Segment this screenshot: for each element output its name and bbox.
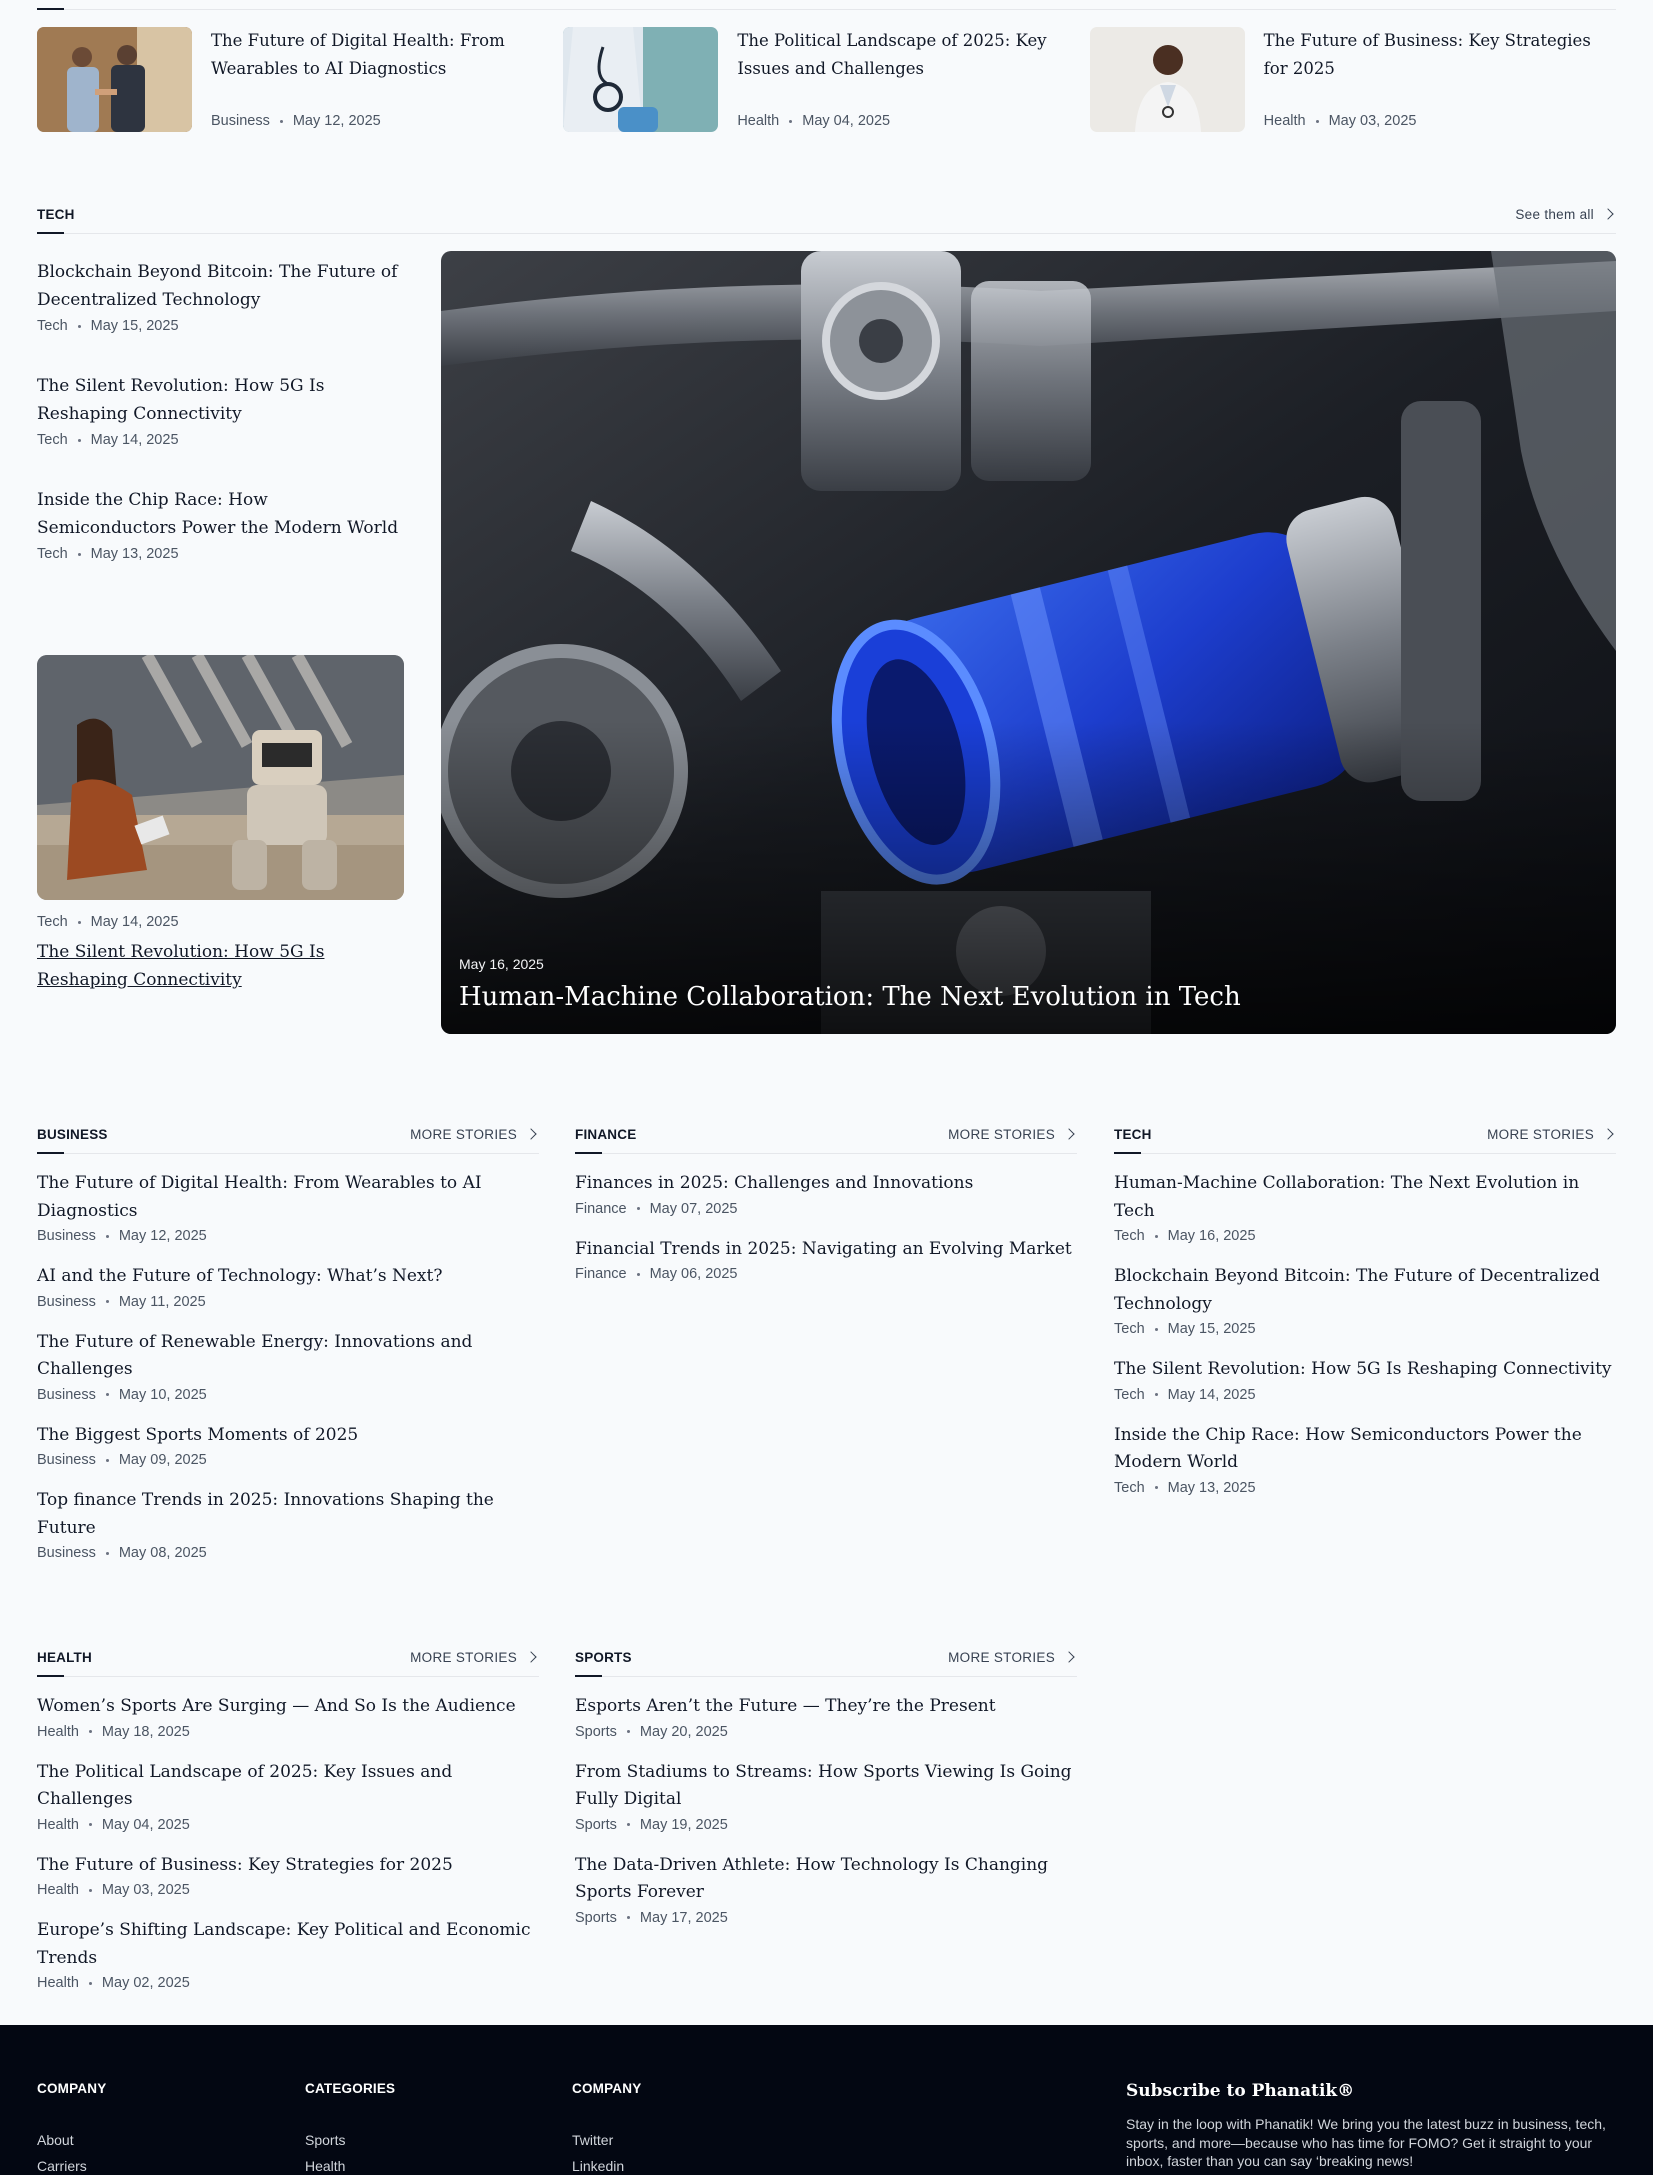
- article-meta: [37, 914, 404, 930]
- list-item[interactable]: [37, 1917, 539, 1991]
- health-list: [37, 1693, 539, 2010]
- top-card-meta: [737, 113, 1089, 129]
- article-title[interactable]: Human-Machine Collaboration: The Next Evolution in Tech: [1114, 1173, 1580, 1221]
- footer-link-twitter[interactable]: Twitter: [572, 2132, 614, 2148]
- footer-social-column: [572, 2081, 641, 2174]
- article-meta: [37, 546, 407, 562]
- article-meta: [1114, 1387, 1616, 1403]
- date-label: May 14, 2025: [90, 432, 179, 448]
- article-meta: [37, 1882, 539, 1898]
- top-card-2[interactable]: [563, 27, 1089, 132]
- see-all-label: See them all: [1515, 206, 1594, 222]
- top-cards-row: [37, 27, 1616, 132]
- list-item[interactable]: [1114, 1263, 1616, 1337]
- date-label: May 12, 2025: [292, 113, 381, 129]
- hero-title[interactable]: Human-Machine Collaboration: The Next Evolution in Tech: [459, 982, 1241, 1012]
- article-meta: [575, 1724, 1077, 1740]
- list-item[interactable]: [37, 1422, 539, 1469]
- date-label: May 11, 2025: [118, 1293, 206, 1310]
- tech-column-list: [1114, 1170, 1616, 1515]
- category-label[interactable]: Tech: [37, 914, 68, 930]
- footer-heading: COMPANY: [572, 2081, 642, 2096]
- article-title[interactable]: Top finance Trends in 2025: Innovations Shaping the Future: [37, 1490, 494, 1538]
- sports-section-header: [575, 1647, 1077, 1667]
- footer-link-health[interactable]: Health: [305, 2158, 346, 2174]
- article-title[interactable]: The Biggest Sports Moments of 2025: [37, 1424, 359, 1445]
- more-stories-link[interactable]: [410, 1650, 539, 1665]
- list-item[interactable]: [37, 486, 407, 562]
- subscribe-text: Stay in the loop with Phanatik! We bring you the latest buzz in business, tech, sports, and more—because who has time for FOMO? Get it straight to your inbox, faster than you can say ‘breaking news!: [1126, 2116, 1606, 2169]
- footer-link-about[interactable]: About: [37, 2132, 74, 2148]
- list-item[interactable]: [1114, 1170, 1616, 1244]
- list-item[interactable]: [37, 1693, 539, 1740]
- article-title[interactable]: The Future of Renewable Energy: Innovations and Challenges: [37, 1331, 473, 1379]
- article-meta: [1114, 1321, 1616, 1337]
- article-meta: [37, 1452, 539, 1468]
- article-meta: [575, 1266, 1077, 1282]
- category-label[interactable]: Health: [37, 1723, 79, 1740]
- category-label[interactable]: Business: [37, 1452, 96, 1468]
- category-label[interactable]: Business: [211, 113, 270, 129]
- health-section-header: [37, 1647, 539, 1667]
- subscribe-heading: Subscribe to Phanatik®: [1126, 2081, 1355, 2101]
- article-meta: [1114, 1480, 1616, 1496]
- site-footer: [0, 2025, 1653, 2175]
- section-divider: [37, 233, 1616, 234]
- category-label[interactable]: Finance: [575, 1200, 627, 1217]
- top-card-meta: [1264, 113, 1616, 129]
- section-label: SPORTS: [575, 1649, 632, 1665]
- smiling-doctor-thumbnail[interactable]: [1090, 27, 1245, 132]
- top-card-title[interactable]: The Future of Digital Health: From Wearables to AI Diagnostics: [211, 31, 505, 78]
- date-label: May 14, 2025: [90, 914, 179, 930]
- top-card-3[interactable]: [1090, 27, 1616, 132]
- doctor-stethoscope-thumbnail[interactable]: [563, 27, 718, 132]
- article-title[interactable]: From Stadiums to Streams: How Sports Viewing Is Going Fully Digital: [575, 1761, 1072, 1809]
- date-label: May 10, 2025: [118, 1386, 207, 1403]
- article-title[interactable]: AI and the Future of Technology: What’s Next?: [37, 1266, 443, 1286]
- article-title[interactable]: The Silent Revolution: How 5G Is Reshaping Connectivity: [1114, 1359, 1612, 1379]
- footer-heading: COMPANY: [37, 2081, 107, 2096]
- category-label[interactable]: Health: [37, 1816, 79, 1833]
- category-label[interactable]: Sports: [575, 1816, 617, 1833]
- more-stories-link[interactable]: [948, 1127, 1077, 1142]
- more-stories-label: MORE STORIES: [410, 1126, 517, 1142]
- tech-small-card[interactable]: [37, 655, 404, 994]
- sports-list: [575, 1693, 1077, 1945]
- category-label[interactable]: Finance: [575, 1266, 627, 1282]
- section-label: HEALTH: [37, 1649, 92, 1665]
- section-divider: [37, 1153, 539, 1154]
- article-title[interactable]: Europe’s Shifting Landscape: Key Political and Economic Trends: [37, 1920, 531, 1968]
- date-label: May 09, 2025: [118, 1452, 207, 1468]
- category-label[interactable]: Business: [37, 1545, 96, 1561]
- section-label: FINANCE: [575, 1126, 637, 1142]
- category-label[interactable]: Tech: [1114, 1228, 1145, 1244]
- article-title[interactable]: The Silent Revolution: How 5G Is Reshaping Connectivity: [37, 942, 325, 990]
- section-divider: [1114, 1153, 1616, 1154]
- date-label: May 20, 2025: [639, 1723, 728, 1740]
- category-label[interactable]: Business: [37, 1386, 96, 1403]
- category-label[interactable]: Health: [737, 113, 780, 129]
- date-label: May 04, 2025: [802, 113, 891, 129]
- article-title[interactable]: Women’s Sports Are Surging — And So Is the Audience: [37, 1696, 516, 1716]
- more-stories-label: MORE STORIES: [948, 1126, 1055, 1142]
- category-label[interactable]: Tech: [37, 318, 68, 334]
- list-item[interactable]: [37, 1170, 539, 1244]
- article-meta: [1114, 1228, 1616, 1244]
- list-item[interactable]: [37, 372, 407, 448]
- date-label: May 15, 2025: [1167, 1321, 1256, 1337]
- article-meta: [37, 1724, 539, 1740]
- category-label[interactable]: Tech: [37, 432, 68, 448]
- hero-feature-card[interactable]: [441, 251, 1616, 1034]
- date-label: May 18, 2025: [101, 1723, 190, 1740]
- list-item[interactable]: [575, 1693, 1077, 1740]
- footer-link-carriers[interactable]: Carriers: [37, 2158, 87, 2174]
- article-title[interactable]: Inside the Chip Race: How Semiconductors Power the Modern World: [37, 490, 399, 538]
- tech-article-list: [37, 258, 407, 600]
- more-stories-label: MORE STORIES: [948, 1649, 1055, 1665]
- category-label[interactable]: Tech: [1114, 1321, 1145, 1337]
- article-title[interactable]: Blockchain Beyond Bitcoin: The Future of Decentralized Technology: [37, 262, 398, 310]
- more-stories-label: MORE STORIES: [1487, 1126, 1594, 1142]
- category-label[interactable]: Tech: [1114, 1386, 1145, 1403]
- finance-list: [575, 1170, 1077, 1301]
- section-divider: [575, 1676, 1077, 1677]
- article-meta: [37, 432, 407, 448]
- article-meta: [37, 318, 407, 334]
- top-card-1[interactable]: [37, 27, 563, 132]
- article-title[interactable]: The Data-Driven Athlete: How Technology Is Changing Sports Forever: [575, 1854, 1049, 1902]
- list-item[interactable]: [575, 1170, 1077, 1217]
- category-label[interactable]: Health: [1263, 113, 1306, 129]
- article-meta: [575, 1910, 1077, 1926]
- more-stories-link[interactable]: [410, 1127, 539, 1142]
- date-label: May 15, 2025: [90, 318, 179, 334]
- footer-company-column: [37, 2081, 106, 2174]
- article-title[interactable]: Inside the Chip Race: How Semiconductors Power the Modern World: [1114, 1424, 1582, 1472]
- subscribe-block: [1126, 2081, 1616, 2171]
- article-meta: [37, 1817, 539, 1833]
- section-label: TECH: [37, 206, 75, 222]
- date-label: May 06, 2025: [649, 1266, 738, 1282]
- article-title[interactable]: The Political Landscape of 2025: Key Issues and Challenges: [37, 1761, 453, 1809]
- section-label: TECH: [1114, 1126, 1152, 1142]
- article-meta: [37, 1545, 539, 1561]
- date-label: May 13, 2025: [90, 546, 179, 562]
- date-label: May 03, 2025: [1328, 113, 1417, 129]
- list-item[interactable]: [37, 1852, 539, 1899]
- robot-woman-image[interactable]: [37, 655, 404, 900]
- article-title[interactable]: Finances in 2025: Challenges and Innovations: [575, 1173, 974, 1193]
- date-label: May 03, 2025: [101, 1882, 190, 1898]
- chevron-right-icon: [1063, 1128, 1074, 1139]
- category-label[interactable]: Tech: [37, 546, 68, 562]
- handshake-thumbnail[interactable]: [37, 27, 192, 132]
- business-section-header: [37, 1124, 539, 1144]
- business-list: [37, 1170, 539, 1580]
- more-stories-link[interactable]: [948, 1650, 1077, 1665]
- article-meta: [575, 1201, 1077, 1217]
- chevron-right-icon: [1602, 208, 1613, 219]
- article-title[interactable]: The Future of Digital Health: From Wearables to AI Diagnostics: [37, 1173, 482, 1221]
- tech-section-header: [37, 204, 1616, 224]
- article-title[interactable]: Blockchain Beyond Bitcoin: The Future of Decentralized Technology: [1114, 1266, 1600, 1314]
- article-meta: [37, 1387, 539, 1403]
- article-title[interactable]: Esports Aren’t the Future — They’re the Present: [575, 1696, 996, 1716]
- engine-hero-image: [441, 251, 1616, 1034]
- chevron-right-icon: [525, 1651, 536, 1662]
- article-title[interactable]: The Future of Business: Key Strategies for 2025: [37, 1854, 453, 1875]
- section-label: BUSINESS: [37, 1126, 108, 1142]
- list-item[interactable]: [575, 1759, 1077, 1833]
- article-meta: [37, 1975, 539, 1991]
- footer-categories-column: [305, 2081, 395, 2174]
- top-divider: [37, 9, 1616, 10]
- more-stories-label: MORE STORIES: [410, 1649, 517, 1665]
- list-item[interactable]: [37, 1329, 539, 1403]
- tech-column-header: [1114, 1124, 1616, 1144]
- chevron-right-icon: [1063, 1651, 1074, 1662]
- list-item[interactable]: [1114, 1356, 1616, 1403]
- category-label[interactable]: Business: [37, 1228, 96, 1244]
- article-meta: [575, 1817, 1077, 1833]
- section-divider: [575, 1153, 1077, 1154]
- category-label[interactable]: Health: [37, 1882, 79, 1898]
- footer-link-sports[interactable]: Sports: [305, 2132, 346, 2148]
- date-label: May 07, 2025: [649, 1200, 738, 1217]
- article-title[interactable]: Financial Trends in 2025: Navigating an Evolving Market: [575, 1238, 1072, 1259]
- more-stories-link[interactable]: [1487, 1127, 1616, 1142]
- date-label: May 16, 2025: [1167, 1228, 1256, 1244]
- list-item[interactable]: [37, 258, 407, 334]
- category-label[interactable]: Sports: [575, 1723, 617, 1740]
- list-item[interactable]: [37, 1759, 539, 1833]
- date-label: May 12, 2025: [118, 1228, 207, 1244]
- see-all-link[interactable]: [1515, 207, 1616, 222]
- section-divider: [37, 1676, 539, 1677]
- article-title[interactable]: The Silent Revolution: How 5G Is Reshaping Connectivity: [37, 376, 325, 424]
- category-label[interactable]: Sports: [575, 1909, 617, 1926]
- top-card-meta: [211, 113, 563, 129]
- date-label: May 08, 2025: [118, 1545, 207, 1561]
- article-meta: [37, 1228, 539, 1244]
- finance-section-header: [575, 1124, 1077, 1144]
- top-card-title[interactable]: The Political Landscape of 2025: Key Issues and Challenges: [737, 31, 1047, 78]
- hero-date: May 16, 2025: [459, 956, 544, 972]
- date-label: May 02, 2025: [101, 1975, 190, 1991]
- top-card-title[interactable]: The Future of Business: Key Strategies for 2025: [1263, 31, 1591, 78]
- chevron-right-icon: [525, 1128, 536, 1139]
- list-item[interactable]: [575, 1236, 1077, 1283]
- date-label: May 14, 2025: [1167, 1386, 1256, 1403]
- date-label: May 04, 2025: [101, 1816, 190, 1833]
- date-label: May 13, 2025: [1167, 1479, 1256, 1496]
- category-label[interactable]: Business: [37, 1293, 96, 1310]
- list-item[interactable]: [575, 1852, 1077, 1926]
- list-item[interactable]: [37, 1263, 539, 1310]
- category-label[interactable]: Tech: [1114, 1479, 1145, 1496]
- chevron-right-icon: [1602, 1128, 1613, 1139]
- list-item[interactable]: [1114, 1422, 1616, 1496]
- footer-link-linkedin[interactable]: Linkedin: [572, 2158, 625, 2174]
- footer-heading: CATEGORIES: [305, 2081, 396, 2096]
- category-label[interactable]: Health: [37, 1975, 79, 1991]
- date-label: May 19, 2025: [639, 1816, 728, 1833]
- article-meta: [37, 1294, 539, 1310]
- list-item[interactable]: [37, 1487, 539, 1561]
- hero-caption: [459, 956, 1241, 1012]
- date-label: May 17, 2025: [639, 1909, 728, 1926]
